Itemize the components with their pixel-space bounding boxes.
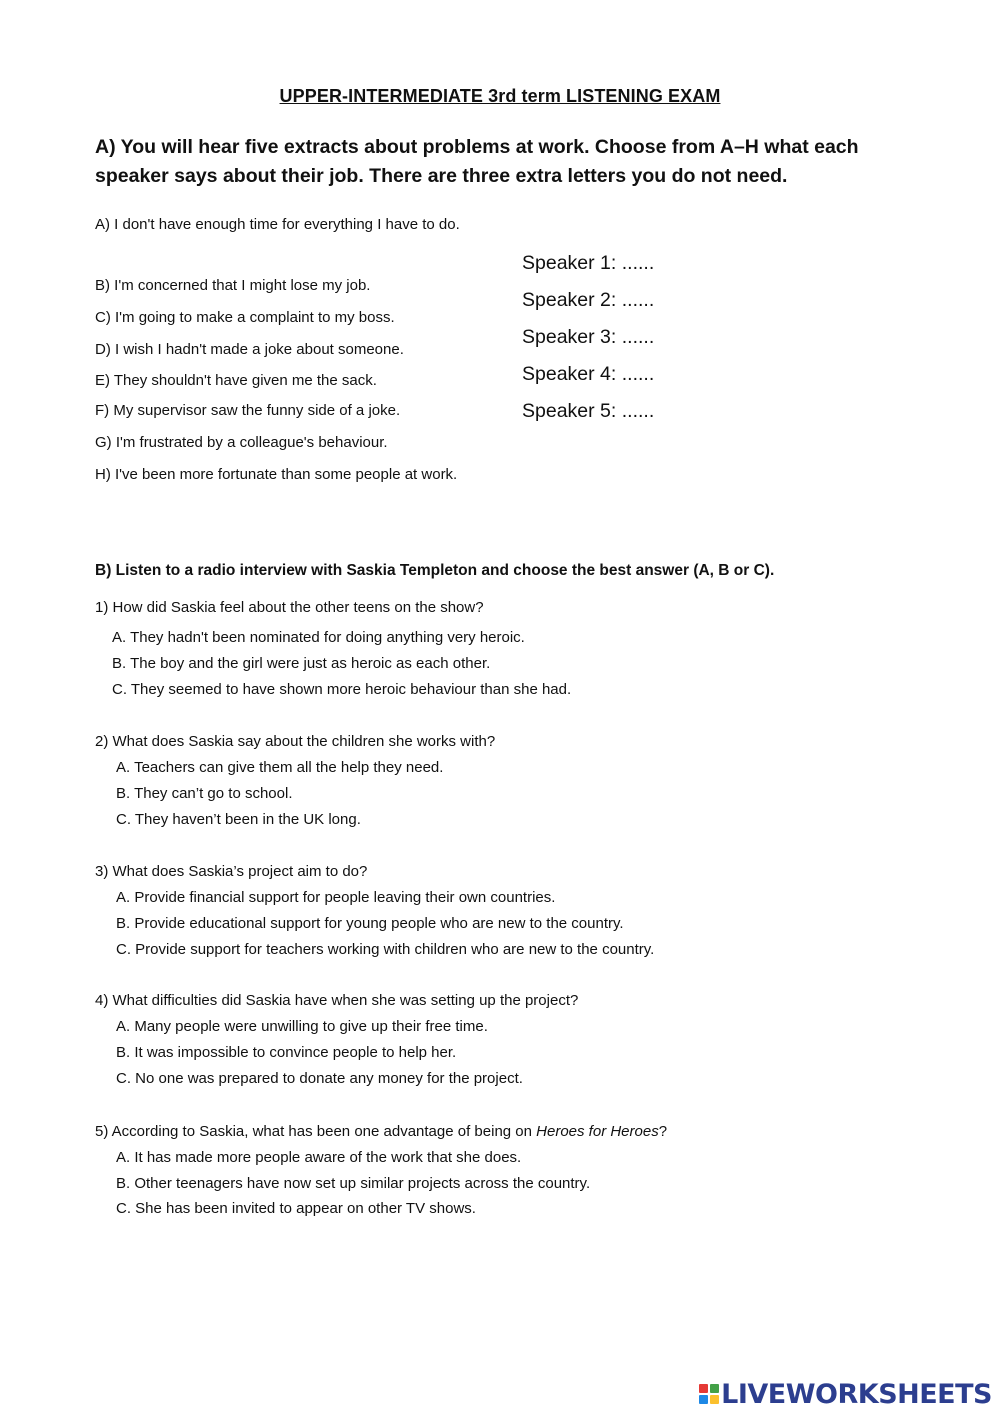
question-3-answer-c[interactable]: C. Provide support for teachers working with children who are new to the country. (116, 941, 655, 958)
question-3-answer-a[interactable]: A. Provide financial support for people leaving their own countries. (116, 889, 556, 906)
option-g: G) I'm frustrated by a colleague's behaviour. (95, 434, 388, 451)
question-5-answer-a[interactable]: A. It has made more people aware of the work that she does. (116, 1149, 522, 1166)
question-2: 2) What does Saskia say about the children she works with? (95, 733, 496, 750)
liveworksheets-logo-text: LIVEWORKSHEETS (721, 1378, 992, 1410)
question-1: 1) How did Saskia feel about the other teens on the show? (95, 599, 484, 616)
option-d: D) I wish I hadn't made a joke about someone. (95, 341, 404, 358)
logo-square-yellow (710, 1395, 719, 1404)
option-b: B) I'm concerned that I might lose my job. (95, 277, 371, 294)
question-1-answer-b[interactable]: B. The boy and the girl were just as heroic as each other. (112, 655, 491, 672)
question-4: 4) What difficulties did Saskia have when she was setting up the project? (95, 992, 579, 1009)
option-f: F) My supervisor saw the funny side of a joke. (95, 402, 401, 419)
question-2-answer-b[interactable]: B. They can’t go to school. (116, 785, 293, 802)
speaker-2-answer[interactable]: Speaker 2: ...... (522, 289, 655, 311)
question-5 (95, 1121, 667, 1143)
speaker-3-answer[interactable]: Speaker 3: ...... (522, 326, 655, 348)
speaker-4-answer[interactable]: Speaker 4: ...... (522, 363, 655, 385)
logo-square-blue (699, 1395, 708, 1404)
exam-title: UPPER-INTERMEDIATE 3rd term LISTENING EXAM (279, 86, 721, 106)
option-h: H) I've been more fortunate than some people at work. (95, 466, 458, 483)
question-3: 3) What does Saskia’s project aim to do? (95, 863, 368, 880)
question-4-answer-c[interactable]: C. No one was prepared to donate any money for the project. (116, 1070, 523, 1087)
question-5-text: 5) According to Saskia, what has been one advantage of being on (95, 1123, 537, 1140)
logo-square-green (710, 1384, 719, 1393)
question-5-mark: ? (658, 1123, 668, 1140)
show-title: Heroes for Heroes (536, 1123, 659, 1140)
question-5-answer-b[interactable]: B. Other teenagers have now set up similar projects across the country. (116, 1175, 591, 1192)
option-e: E) They shouldn't have given me the sack. (95, 372, 377, 389)
liveworksheets-logo-icon (699, 1384, 719, 1404)
speaker-5-answer[interactable]: Speaker 5: ...... (522, 400, 655, 422)
question-4-answer-a[interactable]: A. Many people were unwilling to give up their free time. (116, 1018, 488, 1035)
question-2-answer-c[interactable]: C. They haven’t been in the UK long. (116, 811, 361, 828)
question-4-answer-b[interactable]: B. It was impossible to convince people to help her. (116, 1044, 457, 1061)
logo-square-red (699, 1384, 708, 1393)
liveworksheets-logo (699, 1378, 992, 1410)
question-5-answer-c[interactable]: C. She has been invited to appear on other TV shows. (116, 1200, 476, 1217)
question-2-answer-a[interactable]: A. Teachers can give them all the help they need. (116, 759, 444, 776)
option-a: A) I don't have enough time for everything I have to do. (95, 216, 460, 233)
section-b-instruction: B) Listen to a radio interview with Saskia Templeton and choose the best answer (A, B or C). (95, 562, 775, 579)
speaker-1-answer[interactable]: Speaker 1: ...... (522, 252, 655, 274)
question-1-answer-a[interactable]: A. They hadn't been nominated for doing anything very heroic. (112, 629, 525, 646)
question-3-answer-b[interactable]: B. Provide educational support for young people who are new to the country. (116, 915, 624, 932)
question-1-answer-c[interactable]: C. They seemed to have shown more heroic behaviour than she had. (112, 681, 572, 698)
option-c: C) I'm going to make a complaint to my boss. (95, 309, 395, 326)
section-a-instruction: A) You will hear five extracts about problems at work. Choose from A–H what each speaker says about their job. There are three extra letters you do not need. (95, 136, 859, 187)
